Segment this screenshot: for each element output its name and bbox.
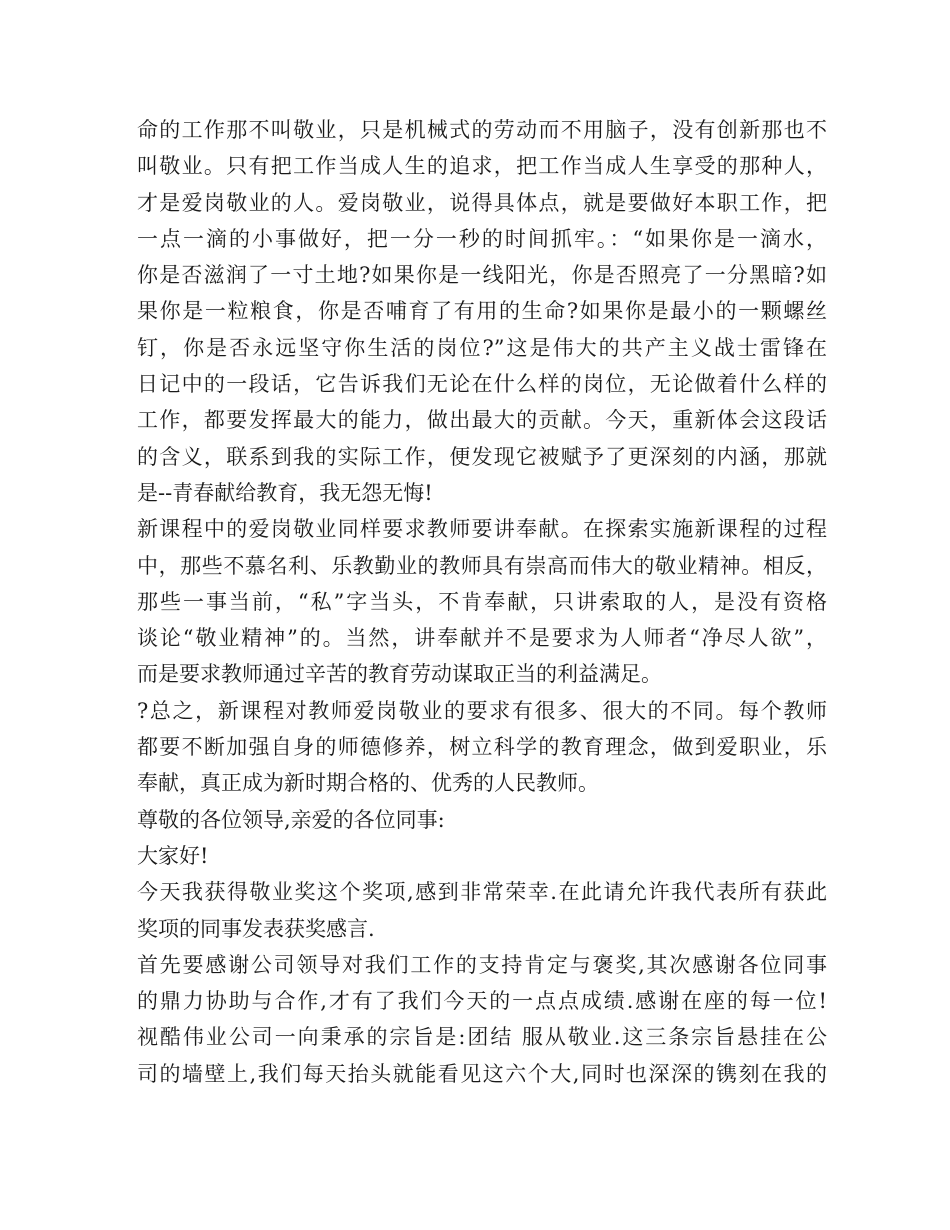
text-line: 都要不断加强自身的师德修养，树立科学的教育理念，做到爱职业，乐 <box>137 735 827 760</box>
text-line: 日记中的一段话，它告诉我们无论在什么样的岗位，无论做着什么样的 <box>137 372 827 397</box>
text-line: 工作，都要发挥最大的能力，做出最大的贡献。今天，重新体会这段话 <box>137 408 827 433</box>
text-line: 命的工作那不叫敬业，只是机械式的劳动而不用脑子，没有创新那也不 <box>137 118 827 142</box>
text-line: 才是爱岗敬业的人。爱岗敬业，说得具体点，就是要做好本职工作，把 <box>137 190 827 215</box>
text-line: 而是要求教师通过辛苦的教育劳动谋取正当的利益满足。 <box>137 662 662 687</box>
text-line: 今天我获得敬业奖这个奖项,感到非常荣幸.在此请允许我代表所有获此 <box>137 880 827 905</box>
text-line: ?总之，新课程对教师爱岗敬业的要求有很多、很大的不同。每个教师 <box>137 698 827 723</box>
text-line: 视酷伟业公司一向秉承的宗旨是:团结 服从敬业.这三条宗旨悬挂在公 <box>137 1025 827 1050</box>
text-line: 中，那些不慕名利、乐教勤业的教师具有崇高而伟大的敬业精神。相反， <box>137 553 827 578</box>
document-body <box>137 112 827 1092</box>
text-line: 的鼎力协助与合作,才有了我们今天的一点点成绩.感谢在座的每一位! <box>137 989 827 1014</box>
text-line: 尊敬的各位领导,亲爱的各位同事: <box>137 807 445 832</box>
text-line: 叫敬业。只有把工作当成人生的追求，把工作当成人生享受的那种人， <box>137 154 827 179</box>
text-line: 一点一滴的小事做好，把一分一秒的时间抓牢。：“如果你是一滴水， <box>137 226 827 251</box>
text-line: 那些一事当前，“私”字当头，不肯奉献，只讲索取的人，是没有资格 <box>137 589 827 614</box>
text-line: 你是否滋润了一寸土地?如果你是一线阳光，你是否照亮了一分黑暗?如 <box>137 263 827 288</box>
text-line: 司的墙壁上,我们每天抬头就能看见这六个大,同时也深深的镌刻在我的 <box>137 1061 827 1086</box>
text-line: 首先要感谢公司领导对我们工作的支持肯定与褒奖,其次感谢各位同事 <box>137 952 827 977</box>
text-line: 新课程中的爱岗敬业同样要求教师要讲奉献。在探索实施新课程的过程 <box>137 517 827 542</box>
text-line: 大家好! <box>137 843 209 868</box>
text-line: 奖项的同事发表获奖感言. <box>137 916 375 941</box>
text-line: 谈论“敬业精神”的。当然，讲奉献并不是要求为人师者“净尽人欲”， <box>137 626 827 651</box>
text-line: 果你是一粒粮食，你是否哺育了有用的生命?如果你是最小的一颗螺丝 <box>137 299 827 324</box>
text-line: 是--青春献给教育，我无怨无悔! <box>137 480 433 505</box>
text-line: 钉，你是否永远坚守你生活的岗位?”这是伟大的共产主义战士雷锋在 <box>137 335 827 360</box>
text-line: 奉献，真正成为新时期合格的、优秀的人民教师。 <box>137 771 599 796</box>
text-line: 的含义，联系到我的实际工作，便发现它被赋予了更深刻的内涵，那就 <box>137 444 827 469</box>
